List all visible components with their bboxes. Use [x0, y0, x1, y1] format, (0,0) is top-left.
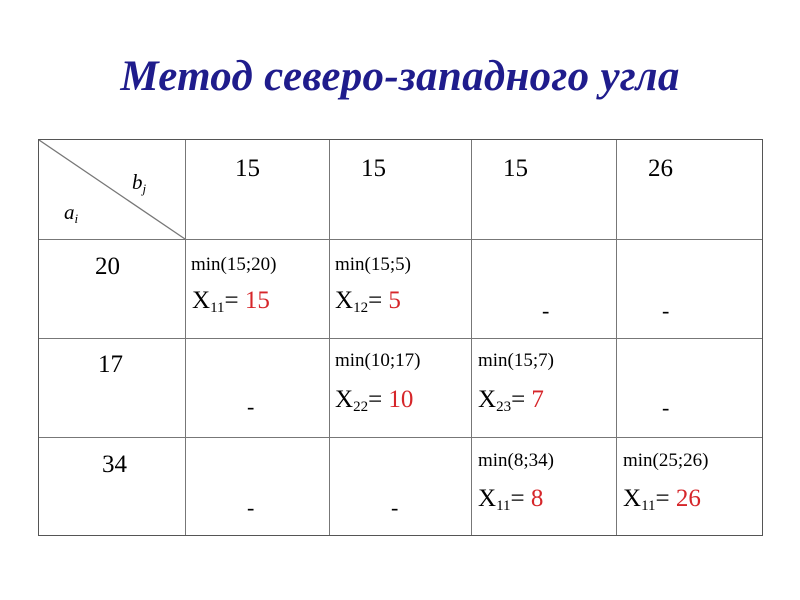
cell-empty-dash: -: [247, 394, 255, 419]
row-header: 34: [102, 451, 127, 478]
column-header: 26: [648, 155, 673, 182]
row-header: 20: [95, 253, 120, 280]
cell-allocation: $X_{12}= 5$: [335, 287, 401, 316]
transport-table: [38, 139, 763, 536]
cell-min-label: min(10;17): [335, 350, 421, 371]
cell-empty-dash: -: [391, 495, 399, 520]
cell-allocation: $X_{11}= 15$: [192, 287, 270, 316]
cell-allocation: $X_{22}= 10$: [335, 386, 414, 415]
cell-min-label: min(8;34): [478, 450, 554, 471]
cell-empty-dash: -: [662, 395, 670, 420]
cell-empty-dash: -: [247, 495, 255, 520]
cell-allocation: $X_{11}= 26$: [623, 485, 701, 514]
column-header: 15: [503, 155, 528, 182]
cell-empty-dash: -: [662, 298, 670, 323]
table-divider: [39, 437, 762, 438]
cell-min-label: min(25;26): [623, 450, 709, 471]
page-title: Метод северо-западного угла: [120, 53, 680, 100]
cell-min-label: min(15;5): [335, 254, 411, 275]
corner-diagonal: [39, 140, 186, 240]
cell-min-label: min(15;7): [478, 350, 554, 371]
cell-min-label: min(15;20): [191, 254, 277, 275]
table-divider: [39, 338, 762, 339]
row-header: 17: [98, 351, 123, 378]
column-header: 15: [361, 155, 386, 182]
corner-label-a: $a_i$: [64, 200, 79, 226]
column-header: 15: [235, 155, 260, 182]
cell-allocation: $X_{11}= 8$: [478, 485, 544, 514]
cell-empty-dash: -: [542, 298, 550, 323]
corner-label-b: $b_j$: [132, 170, 147, 196]
cell-allocation: $X_{23}= 7$: [478, 386, 544, 415]
